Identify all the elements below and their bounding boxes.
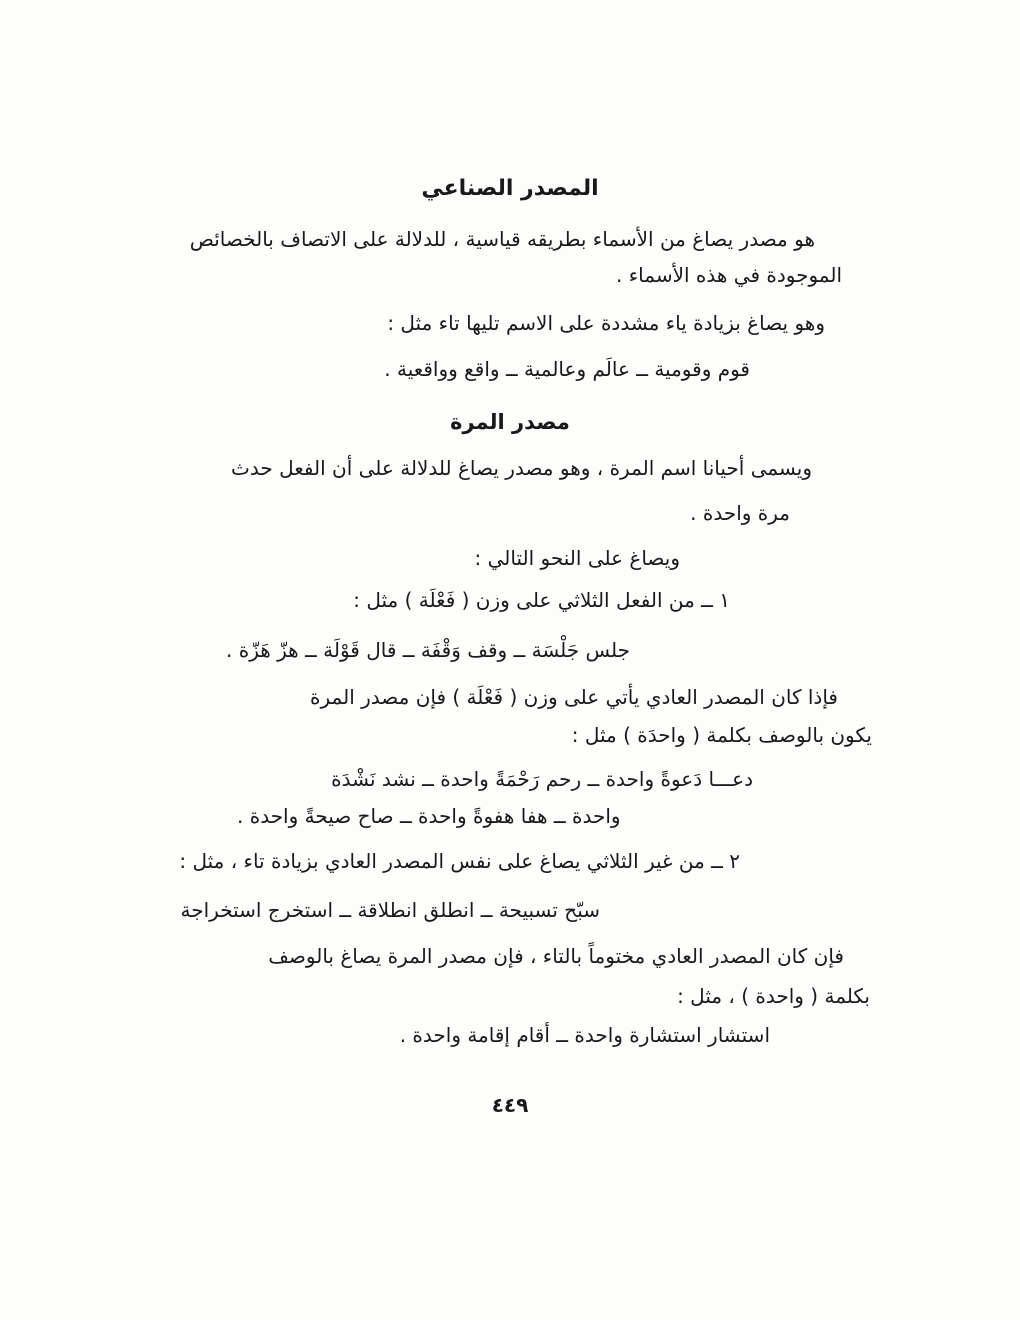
page-number: ٤٤٩ <box>491 1093 529 1117</box>
paragraph-line: الموجودة في هذه الأسماء . <box>616 263 842 287</box>
paragraph-line: يكون بالوصف بكلمة ( واحدَة ) مثل : <box>571 723 872 747</box>
paragraph-line: هو مصدر يصاغ من الأسماء بطريقه قياسية ، للدلالة على الاتصاف بالخصائص <box>189 227 815 251</box>
example-line: جلس جَلْسَة ــ وقف وَقْفَة ــ قال قَوْلَة ــ هزّ هَزّة . <box>226 638 630 662</box>
paragraph-line: بكلمة ( واحدة ) ، مثل : <box>677 984 870 1008</box>
paragraph-line: فإذا كان المصدر العادي يأتي على وزن ( فَعْلَة ) فإن مصدر المرة <box>310 685 838 709</box>
paragraph-line: ويصاغ على النحو التالي : <box>474 546 680 570</box>
paragraph-line: مرة واحدة . <box>690 501 790 525</box>
numbered-item-1: ١ ــ من الفعل الثلاثي على وزن ( فَعْلَة ) مثل : <box>353 588 730 612</box>
heading-masdar-marra: مصدر المرة <box>450 410 570 434</box>
example-line: استشار استشارة واحدة ــ أقام إقامة واحدة . <box>399 1023 770 1047</box>
example-line: قوم وقومية ــ عالَم وعالمية ــ واقع وواقعية . <box>384 357 750 381</box>
paragraph-line: وهو يصاغ بزيادة ياء مشددة على الاسم تليها تاء مثل : <box>387 311 825 335</box>
example-line: واحدة ــ هفا هفوةً واحدة ــ صاح صيحةً واحدة . <box>237 804 621 828</box>
example-line: دعـــا دَعوةً واحدة ــ رحم رَحْمَةً واحدة ــ نشد نَشْدَة <box>331 767 753 791</box>
numbered-item-2: ٢ ــ من غير الثلاثي يصاغ على نفس المصدر العادي بزيادة تاء ، مثل : <box>179 849 740 873</box>
heading-masdar-sinai: المصدر الصناعي <box>421 176 599 201</box>
paragraph-line: فإن كان المصدر العادي مختوماً بالتاء ، فإن مصدر المرة يصاغ بالوصف <box>268 944 844 968</box>
example-line: سبّح تسبيحة ــ انطلق انطلاقة ــ استخرج استخراجة <box>180 898 600 922</box>
paragraph-line: ويسمى أحيانا اسم المرة ، وهو مصدر يصاغ للدلالة على أن الفعل حدث <box>231 456 812 480</box>
